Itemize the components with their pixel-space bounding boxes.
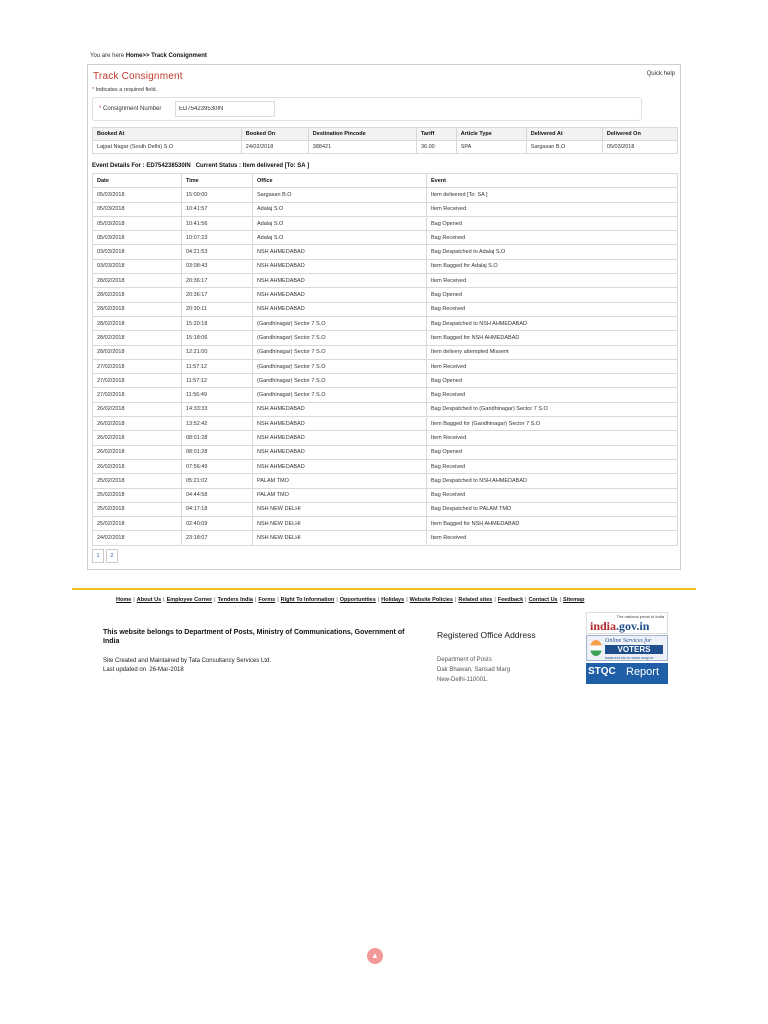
table-cell: Bag Received xyxy=(427,302,678,316)
table-cell: 10:41:56 xyxy=(182,216,253,230)
table-cell: NSH NEW DELHI xyxy=(253,502,427,516)
table-cell: 28/02/2018 xyxy=(93,274,182,288)
table-cell: Bag Despatched to NSH AHMEDABAD xyxy=(427,316,678,330)
stqc-report-badge[interactable] xyxy=(586,663,668,684)
required-note-text: Indicates a required field. xyxy=(95,87,158,93)
table-cell: NSH AHMEDABAD xyxy=(253,417,427,431)
table-cell: Adalaj S.O xyxy=(253,231,427,245)
table-cell: Item Received xyxy=(427,431,678,445)
table-cell: 11:57:12 xyxy=(182,374,253,388)
table-row xyxy=(93,488,678,502)
table-row xyxy=(93,388,678,402)
link-separator: | xyxy=(336,597,338,603)
table-cell: 04:44:58 xyxy=(182,488,253,502)
event-details-heading: Event Details For : ED754238530IN Current Status : Item delivered [To: SA ] xyxy=(92,163,310,169)
table-cell: (Gandhinagar) Sector 7 S.O xyxy=(253,345,427,359)
table-cell: (Gandhinagar) Sector 7 S.O xyxy=(253,359,427,373)
table-cell: 10:07:23 xyxy=(182,231,253,245)
table-row xyxy=(93,231,678,245)
table-cell: Item Received xyxy=(427,359,678,373)
table-cell: (Gandhinagar) Sector 7 S.O xyxy=(253,374,427,388)
column-header: Tariff xyxy=(416,128,456,141)
link-separator: | xyxy=(559,597,562,603)
page-2-button[interactable]: 2 xyxy=(106,549,118,563)
required-note xyxy=(92,87,157,93)
column-header: Office xyxy=(253,174,427,188)
table-cell: 23:18:07 xyxy=(182,531,253,545)
table-cell: Adalaj S.O xyxy=(253,202,427,216)
table-cell: 13:52:42 xyxy=(182,417,253,431)
report-label: Report xyxy=(626,666,660,678)
table-row xyxy=(93,245,678,259)
table-cell: 27/02/2018 xyxy=(93,359,182,373)
table-row xyxy=(93,474,678,488)
table-cell: NSH NEW DELHI xyxy=(253,517,427,531)
column-header: Time xyxy=(182,174,253,188)
table-cell: 26/02/2018 xyxy=(93,459,182,473)
table-row xyxy=(93,202,678,216)
table-cell: Item delivery attempted Missent xyxy=(427,345,678,359)
table-cell: 11:56:49 xyxy=(182,388,253,402)
table-row xyxy=(93,141,678,154)
breadcrumb xyxy=(90,53,207,59)
table-cell: 14:33:33 xyxy=(182,402,253,416)
table-cell: Item Bagged for (Gandhinagar) Sector 7 S.O xyxy=(427,417,678,431)
event-details-table xyxy=(92,173,678,546)
table-cell: 05/03/2018 xyxy=(93,231,182,245)
table-row xyxy=(93,288,678,302)
table-cell: 25/02/2018 xyxy=(93,488,182,502)
link-separator: | xyxy=(454,597,457,603)
link-separator: | xyxy=(494,597,496,603)
table-cell: Item Bagged for NSH AHMEDABAD xyxy=(427,331,678,345)
link-separator: | xyxy=(214,597,216,603)
scroll-top-button[interactable] xyxy=(367,948,383,964)
table-cell: Sargasan B.O xyxy=(253,188,427,202)
table-cell: 24/02/2018 xyxy=(241,141,308,154)
india-gov-logo-text: india.gov.in xyxy=(590,619,650,633)
footer-links xyxy=(116,597,584,603)
footer-link-home[interactable]: Home xyxy=(116,597,132,603)
table-cell: 02:40:09 xyxy=(182,517,253,531)
track-consignment-panel xyxy=(87,64,681,570)
column-header: Date xyxy=(93,174,182,188)
table-cell: 27/02/2018 xyxy=(93,374,182,388)
table-cell: 28/02/2018 xyxy=(93,345,182,359)
voters-line3: www.eci.nic.in www.nvsp.in xyxy=(605,655,654,660)
voters-badge[interactable] xyxy=(586,635,668,661)
table-cell: 03/03/2018 xyxy=(93,245,182,259)
address-line: Department of Posts xyxy=(437,657,492,663)
voters-line2: VOTERS xyxy=(605,645,663,654)
column-header: Booked At xyxy=(93,128,242,141)
breadcrumb-prefix: You are here xyxy=(90,53,125,59)
footer-link-employee-corner[interactable]: Employee Corner xyxy=(166,597,213,603)
link-separator: | xyxy=(377,597,380,603)
table-cell: Bag Despatched to NSH AHMEDABAD xyxy=(427,474,678,488)
footer-link-website-policies[interactable]: Website Policies xyxy=(409,597,453,603)
table-cell: 03/03/2018 xyxy=(93,259,182,273)
table-cell: (Gandhinagar) Sector 7 S.O xyxy=(253,331,427,345)
footer-link-forms[interactable]: Forms xyxy=(258,597,276,603)
table-cell: 25/02/2018 xyxy=(93,517,182,531)
consignment-number-input[interactable] xyxy=(175,101,275,117)
table-cell: NSH AHMEDABAD xyxy=(253,459,427,473)
table-cell: 12:21:00 xyxy=(182,345,253,359)
table-row xyxy=(93,402,678,416)
link-separator: | xyxy=(277,597,279,603)
table-cell: 04:17:18 xyxy=(182,502,253,516)
table-row xyxy=(93,517,678,531)
table-cell: Bag Opened xyxy=(427,374,678,388)
table-cell: 24/02/2018 xyxy=(93,531,182,545)
link-separator: | xyxy=(254,597,257,603)
table-row xyxy=(93,302,678,316)
table-cell: NSH NEW DELHI xyxy=(253,531,427,545)
table-row xyxy=(93,431,678,445)
table-cell: NSH AHMEDABAD xyxy=(253,445,427,459)
table-cell: 28/02/2018 xyxy=(93,302,182,316)
registered-office-address xyxy=(437,655,510,685)
required-asterisk: * xyxy=(99,106,102,112)
table-cell: Item Bagged for NSH AHMEDABAD xyxy=(427,517,678,531)
last-updated: Last updated on 26-Mar-2018 xyxy=(103,667,184,673)
address-line: Dak Bhawan, Sansad Marg xyxy=(437,667,511,673)
table-header-row xyxy=(93,174,678,188)
consignment-form xyxy=(92,97,642,121)
table-cell: SPA xyxy=(456,141,526,154)
table-cell: Item Bagged for Adalaj S.O xyxy=(427,259,678,273)
table-cell: 36.00 xyxy=(416,141,456,154)
consignment-number-label: * Consignment Number xyxy=(99,106,162,112)
table-cell: 26/02/2018 xyxy=(93,417,182,431)
link-separator: | xyxy=(133,597,135,603)
table-cell: 25/02/2018 xyxy=(93,502,182,516)
column-header: Delivered At xyxy=(526,128,602,141)
table-cell: Bag Received xyxy=(427,488,678,502)
table-cell: PALAM TMO xyxy=(253,474,427,488)
column-header: Delivered On xyxy=(602,128,677,141)
table-row xyxy=(93,374,678,388)
table-cell: Bag Opened xyxy=(427,288,678,302)
table-cell: (Gandhinagar) Sector 7 S.O xyxy=(253,316,427,330)
table-row xyxy=(93,531,678,545)
table-cell: PALAM TMO xyxy=(253,488,427,502)
voters-line1: Online Services for xyxy=(605,638,652,644)
table-cell: NSH AHMEDABAD xyxy=(253,302,427,316)
stqc-logo-text: STQC xyxy=(588,666,616,677)
table-cell: Adalaj S.O xyxy=(253,216,427,230)
table-cell: Bag Received xyxy=(427,388,678,402)
table-cell: 05/03/2018 xyxy=(93,216,182,230)
table-cell: 388421 xyxy=(308,141,416,154)
table-cell: 28/02/2018 xyxy=(93,316,182,330)
page-1-button[interactable]: 1 xyxy=(92,549,104,563)
table-cell: 26/02/2018 xyxy=(93,445,182,459)
breadcrumb-home-link[interactable]: Home>> xyxy=(125,53,150,59)
site-credit xyxy=(103,657,271,675)
table-cell: 15:18:06 xyxy=(182,331,253,345)
pagination xyxy=(92,549,118,563)
table-cell: NSH AHMEDABAD xyxy=(253,259,427,273)
table-cell: 04:21:53 xyxy=(182,245,253,259)
table-row xyxy=(93,188,678,202)
table-cell: Item Received xyxy=(427,274,678,288)
table-cell: 11:57:12 xyxy=(182,359,253,373)
required-asterisk: * xyxy=(92,87,95,93)
table-row xyxy=(93,445,678,459)
quick-help-link[interactable]: Quick help xyxy=(646,71,675,77)
table-cell: Item delivered [To: SA ] xyxy=(427,188,678,202)
table-cell: 28/02/2018 xyxy=(93,288,182,302)
table-cell: Bag Received xyxy=(427,459,678,473)
table-row xyxy=(93,259,678,273)
table-cell: Item Received xyxy=(427,531,678,545)
table-cell: NSH AHMEDABAD xyxy=(253,245,427,259)
table-cell: 07:56:49 xyxy=(182,459,253,473)
table-cell: Bag Received xyxy=(427,231,678,245)
table-cell: 08:01:28 xyxy=(182,431,253,445)
table-row xyxy=(93,359,678,373)
footer-link-sitemap[interactable]: Sitemap xyxy=(563,597,585,603)
footer-link-related-sites[interactable]: Related sites xyxy=(458,597,493,603)
table-row xyxy=(93,274,678,288)
footer-divider xyxy=(72,588,696,590)
table-cell: 05/03/2018 xyxy=(602,141,677,154)
india-gov-badge[interactable] xyxy=(586,612,668,634)
table-cell: 26/02/2018 xyxy=(93,402,182,416)
table-cell: 10:41:57 xyxy=(182,202,253,216)
page-title: Track Consignment xyxy=(93,71,183,82)
table-cell: 26/02/2018 xyxy=(93,431,182,445)
credit-line: Site Created and Maintained by Tata Consultancy Services Ltd. xyxy=(103,658,271,664)
table-cell: Bag Despatched to (Gandhinagar) Sector 7 S.O xyxy=(427,402,678,416)
table-cell: Bag Opened xyxy=(427,445,678,459)
table-cell: 20:30:11 xyxy=(182,302,253,316)
registered-office-title: Registered Office Address xyxy=(437,630,536,640)
column-header: Event xyxy=(427,174,678,188)
table-row xyxy=(93,316,678,330)
table-row xyxy=(93,345,678,359)
table-cell: 20:36:17 xyxy=(182,274,253,288)
address-line: New-Delhi-110001. xyxy=(437,677,488,683)
table-row xyxy=(93,417,678,431)
table-cell: 05/03/2018 xyxy=(93,202,182,216)
footer-link-right-to-information[interactable]: Right To Information xyxy=(280,597,335,603)
table-row xyxy=(93,331,678,345)
footer-link-opportunities[interactable]: Opportunities xyxy=(339,597,376,603)
table-cell: NSH AHMEDABAD xyxy=(253,274,427,288)
column-header: Destination Pincode xyxy=(308,128,416,141)
table-cell: 25/02/2018 xyxy=(93,474,182,488)
table-cell: 05:21:02 xyxy=(182,474,253,488)
table-cell: 20:36:17 xyxy=(182,288,253,302)
table-cell: 08:01:28 xyxy=(182,445,253,459)
up-arrow-icon: ▲ xyxy=(371,951,379,960)
footer-link-holidays[interactable]: Holidays xyxy=(381,597,405,603)
table-cell: 15:00:00 xyxy=(182,188,253,202)
table-cell: Bag Opened xyxy=(427,216,678,230)
column-header: Booked On xyxy=(241,128,308,141)
table-cell: (Gandhinagar) Sector 7 S.O xyxy=(253,388,427,402)
link-separator: | xyxy=(406,597,408,603)
breadcrumb-current: Track Consignment xyxy=(151,53,207,59)
table-row xyxy=(93,216,678,230)
table-row xyxy=(93,459,678,473)
table-cell: 15:20:18 xyxy=(182,316,253,330)
table-cell: 05/03/2018 xyxy=(93,188,182,202)
booking-summary-table xyxy=(92,127,678,154)
table-row xyxy=(93,502,678,516)
india-gov-tagline: The national portal of India xyxy=(616,614,664,619)
table-cell: NSH AHMEDABAD xyxy=(253,402,427,416)
table-cell: 03:08:43 xyxy=(182,259,253,273)
link-separator: | xyxy=(163,597,165,603)
table-cell: NSH AHMEDABAD xyxy=(253,431,427,445)
table-cell: Bag Despatched to PALAM TMO xyxy=(427,502,678,516)
footer-link-tenders-india[interactable]: Tenders India xyxy=(217,597,253,603)
voter-emblem-icon xyxy=(590,640,602,656)
table-cell: 28/02/2018 xyxy=(93,331,182,345)
footer-link-feedback[interactable]: Feedback xyxy=(497,597,524,603)
link-separator: | xyxy=(525,597,527,603)
footer-link-about-us[interactable]: About Us xyxy=(136,597,162,603)
table-cell: Lajpat Nagar (South Delhi) S.O xyxy=(93,141,242,154)
footer-link-contact-us[interactable]: Contact Us xyxy=(528,597,558,603)
site-owner-text: This website belongs to Department of Posts, Ministry of Communications, Government of India xyxy=(103,629,405,645)
table-header-row xyxy=(93,128,678,141)
table-cell: Item Received xyxy=(427,202,678,216)
table-cell: 27/02/2018 xyxy=(93,388,182,402)
table-cell: Sargasan B.O xyxy=(526,141,602,154)
table-cell: Bag Despatched to Adalaj S.O xyxy=(427,245,678,259)
column-header: Article Type xyxy=(456,128,526,141)
table-cell: NSH AHMEDABAD xyxy=(253,288,427,302)
